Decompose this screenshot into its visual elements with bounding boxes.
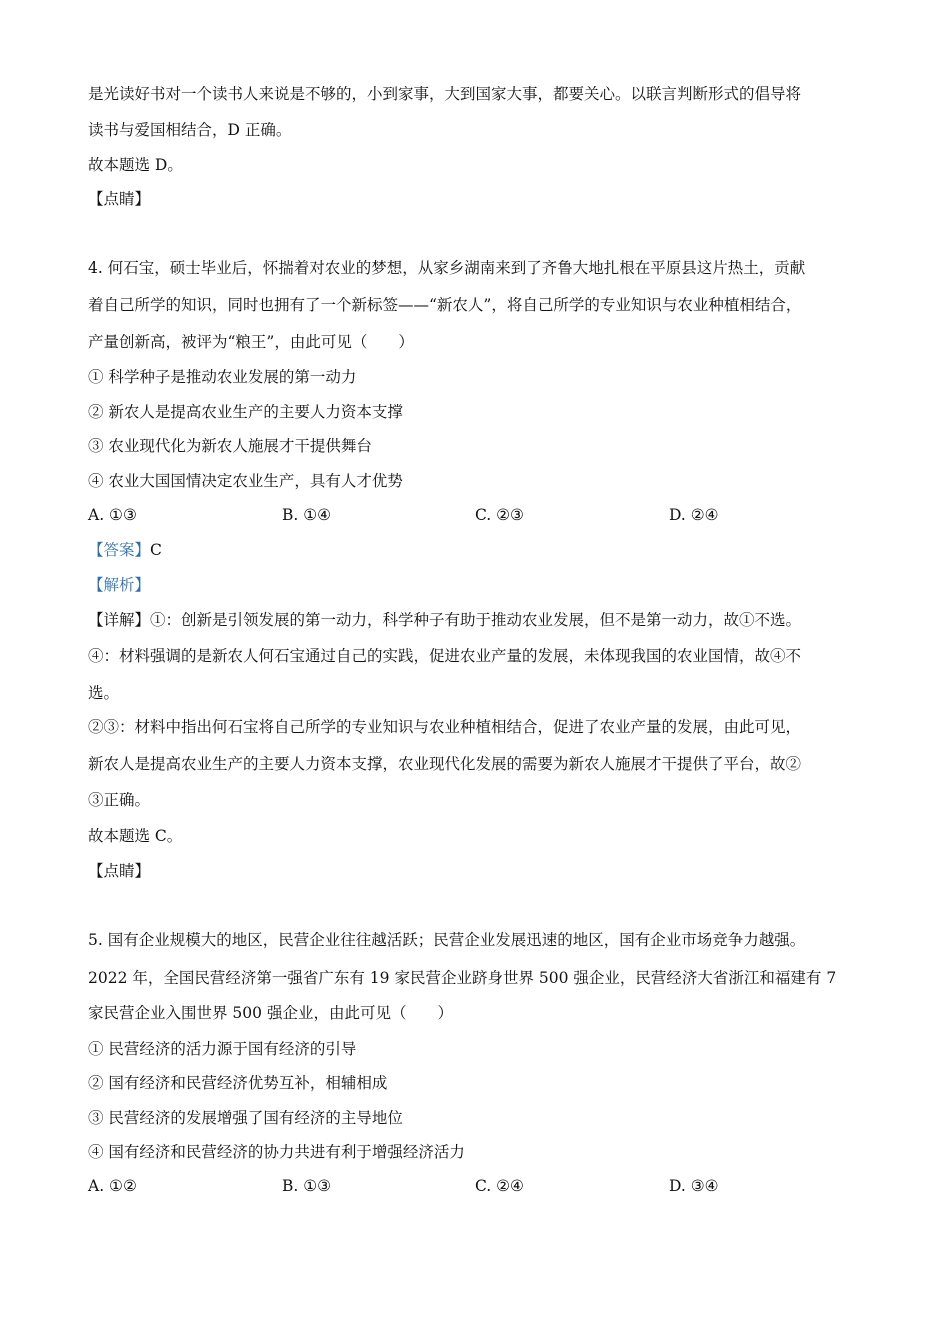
prev-analysis-line-2: 读书与爱国相结合，D 正确。 <box>88 121 292 139</box>
q4-answer <box>88 540 870 560</box>
q5-stem-line-1: 5. 国有企业规模大的地区，民营企业往往越活跃；民营企业发展迅速的地区，国有企业市场竞争力越强。 <box>88 931 806 949</box>
q4-jiexi-label: 【解析】 <box>88 576 151 594</box>
q4-detail-line-6: ③正确。 <box>88 791 151 809</box>
q5-statement-4: ④ 国有经济和民营经济的协力共进有利于增强经济活力 <box>88 1143 465 1161</box>
q5-option-d: D. ③④ <box>669 1177 719 1195</box>
q4-detail-line-4: ②③：材料中指出何石宝将自己所学的专业知识与农业种植相结合，促进了农业产量的发展，由此可见， <box>88 718 802 736</box>
q4-answer-value: C <box>150 541 162 559</box>
q4-stem-line-3: 产量创新高，被评为“粮王”，由此可见（ ） <box>88 333 414 351</box>
q4-statement-4: ④ 农业大国国情决定农业生产，具有人才优势 <box>88 472 403 490</box>
q4-detail-line-1: 【详解】①：创新是引领发展的第一动力，科学种子有助于推动农业发展，但不是第一动力，故①不选。 <box>88 611 802 629</box>
q5-statement-3: ③ 民营经济的发展增强了国有经济的主导地位 <box>88 1109 403 1127</box>
prev-analysis-line-1: 是光读好书对一个读书人来说是不够的，小到家事，大到国家大事，都要关心。以联言判断形式的倡导将 <box>88 85 802 103</box>
q4-statement-1: ① 科学种子是推动农业发展的第一动力 <box>88 368 357 386</box>
q4-detail-line-2: ④：材料强调的是新农人何石宝通过自己的实践，促进农业产量的发展，未体现我国的农业国情，故④不 <box>88 647 802 665</box>
q4-detail-line-5: 新农人是提高农业生产的主要人力资本支撑，农业现代化发展的需要为新农人施展才干提供了平台，故② <box>88 755 802 773</box>
q4-option-b: B. ①④ <box>282 506 332 524</box>
q4-option-a: A. ①③ <box>88 506 137 524</box>
q4-statement-2: ② 新农人是提高农业生产的主要人力资本支撑 <box>88 403 403 421</box>
q4-option-d: D. ②④ <box>669 506 719 524</box>
prev-conclusion: 故本题选 D。 <box>88 156 183 174</box>
q5-option-a: A. ①② <box>88 1177 137 1195</box>
q5-statement-2: ② 国有经济和民营经济优势互补，相辅相成 <box>88 1074 388 1092</box>
q4-stem-line-2: 着自己所学的知识，同时也拥有了一个新标签——“新农人”，将自己所学的专业知识与农业种植相结合， <box>88 296 802 314</box>
q4-detail-line-3: 选。 <box>88 684 120 702</box>
q4-statement-3: ③ 农业现代化为新农人施展才干提供舞台 <box>88 437 372 455</box>
q5-statement-1: ① 民营经济的活力源于国有经济的引导 <box>88 1040 357 1058</box>
q5-stem-line-2: 2022 年，全国民营经济第一强省广东有 19 家民营企业跻身世界 500 强企业，民营经济大省浙江和福建有 7 <box>88 969 837 987</box>
q5-option-b: B. ①③ <box>282 1177 332 1195</box>
q5-option-c: C. ②④ <box>475 1177 524 1195</box>
q5-stem-line-3: 家民营企业入围世界 500 强企业，由此可见（ ） <box>88 1004 453 1022</box>
q4-dianjing-label: 【点睛】 <box>88 862 151 880</box>
q4-stem-line-1: 4. 何石宝，硕士毕业后，怀揣着对农业的梦想，从家乡湖南来到了齐鲁大地扎根在平原县这片热土，贡献 <box>88 259 806 277</box>
q4-answer-label: 【答案】 <box>88 541 151 559</box>
prev-dianjing-label: 【点睛】 <box>88 190 151 208</box>
q4-option-c: C. ②③ <box>475 506 524 524</box>
q4-conclusion: 故本题选 C。 <box>88 827 183 845</box>
